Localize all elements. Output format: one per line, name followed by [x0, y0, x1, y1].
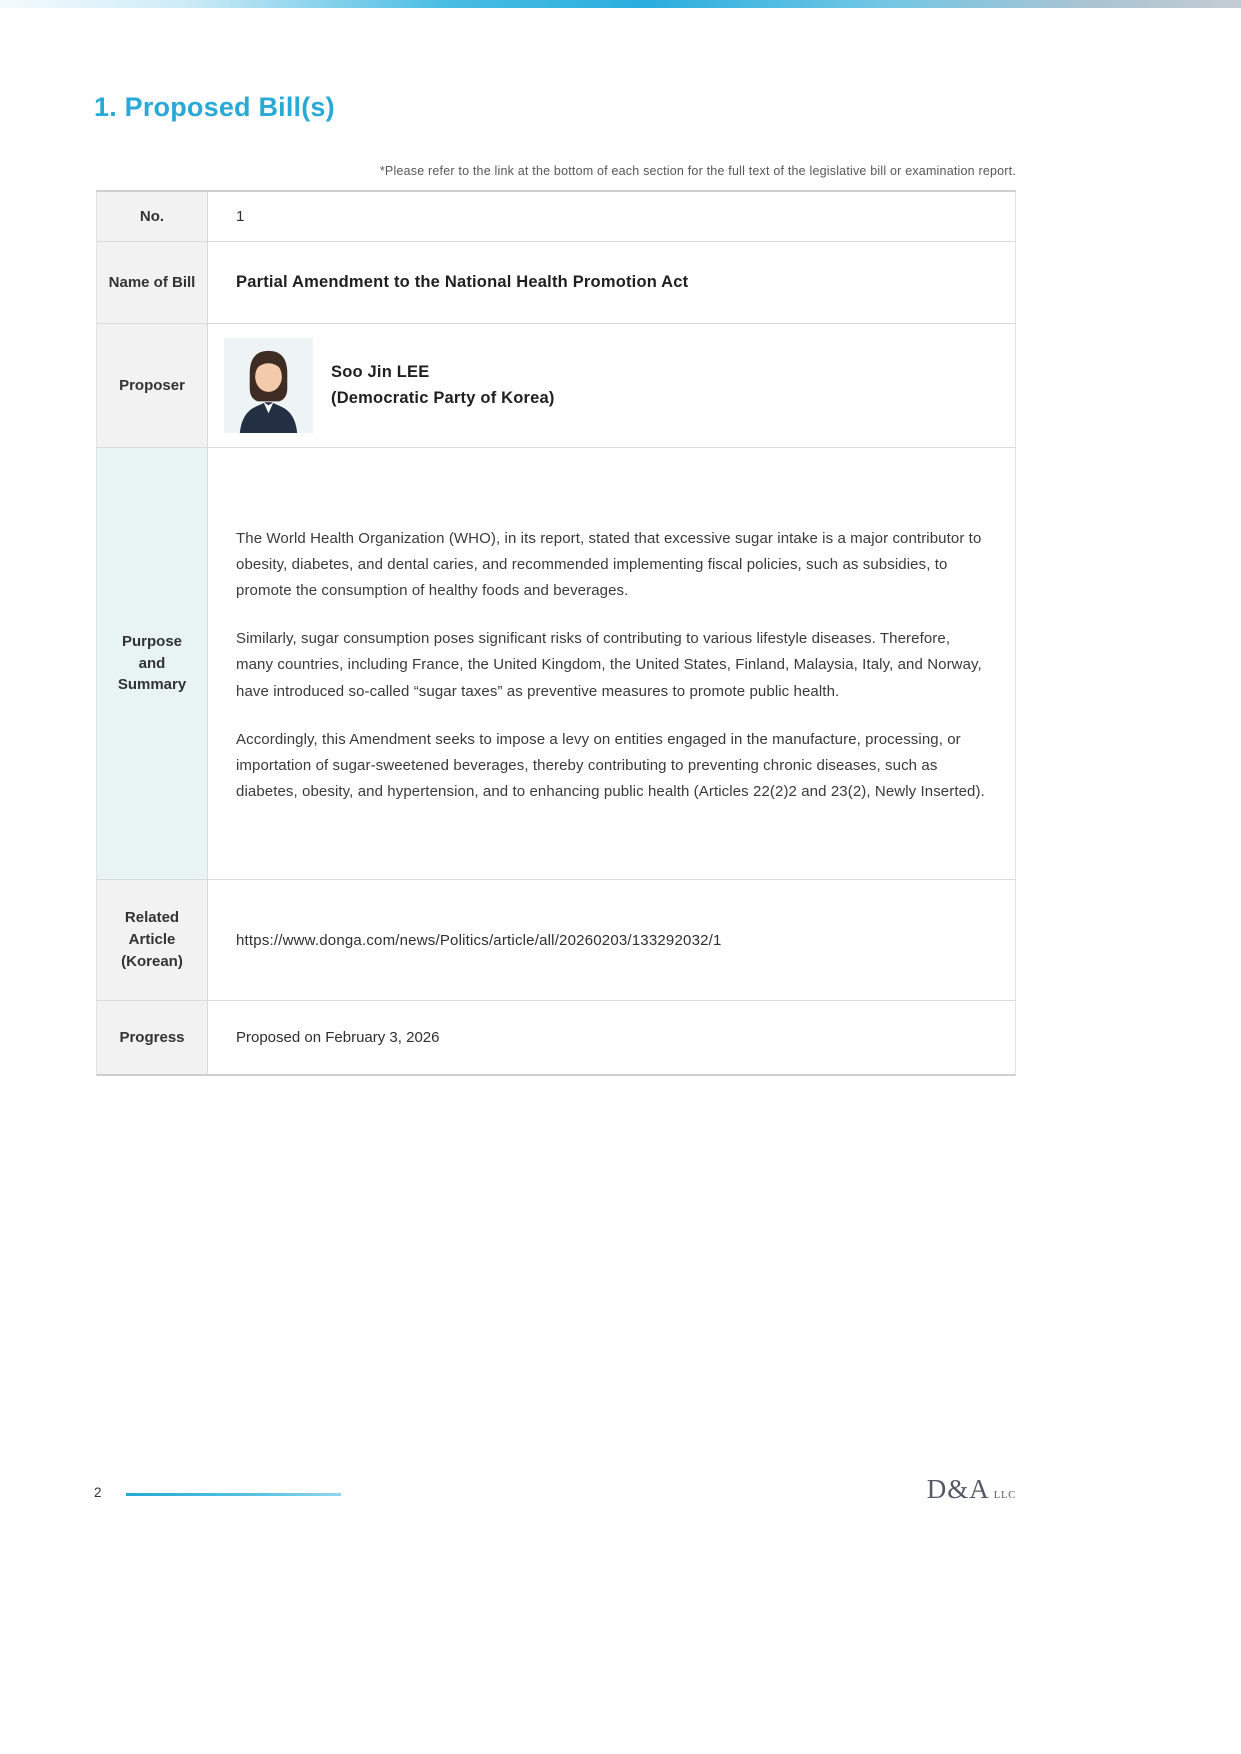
row-label-purpose-summary: Purpose and Summary — [97, 448, 208, 879]
company-logo-text: D&A — [926, 1474, 990, 1504]
table-row-purpose-summary — [97, 448, 1015, 880]
bill-name-value: Partial Amendment to the National Health Promotion Act — [236, 273, 689, 291]
page-number: 2 — [94, 1485, 102, 1500]
table-row-no — [97, 192, 1015, 242]
row-label-proposer: Proposer — [97, 324, 208, 447]
related-article-link[interactable]: https://www.donga.com/news/Politics/article/all/20260203/133292032/1 — [236, 931, 722, 949]
purpose-summary-value — [208, 448, 1015, 879]
row-label-name-of-bill: Name of Bill — [97, 242, 208, 323]
progress-value: Proposed on February 3, 2026 — [236, 1029, 440, 1046]
proposer-text-block — [331, 363, 555, 408]
bill-number-value: 1 — [236, 208, 245, 225]
proposer-value — [208, 324, 1015, 447]
row-label-related-article: Related Article (Korean) — [97, 880, 208, 1000]
table-row-proposer — [97, 324, 1015, 448]
company-logo — [927, 1474, 1016, 1505]
purpose-paragraph-2: Similarly, sugar consumption poses significant risks of contributing to various lifestyle diseases. Therefore, many countries, including France, the United Kingdom, the United States, Finland, Malaysia, Italy, and Norway, have introduced so-called “sugar taxes” as preventive measures to promote public health. — [236, 630, 982, 700]
table-row-related-article — [97, 880, 1015, 1001]
purpose-paragraph-3: Accordingly, this Amendment seeks to impose a levy on entities engaged in the manufacture, processing, or importation of sugar-sweetened beverages, thereby contributing to preventing chronic diseases, such as diabetes, obesity, and hypertension, and to enhancing public health (Articles 22(2)2 and 23(2), Newly Inserted). — [236, 730, 985, 800]
row-label-no: No. — [97, 192, 208, 241]
reference-note: *Please refer to the link at the bottom of each section for the full text of the legislative bill or examination report. — [379, 164, 1016, 178]
table-row-name-of-bill — [97, 242, 1015, 324]
page-top-accent-bar — [0, 0, 1241, 8]
row-label-progress: Progress — [97, 1001, 208, 1074]
purpose-paragraph-1: The World Health Organization (WHO), in its report, stated that excessive sugar intake is a major contributor to obesity, diabetes, and dental caries, and recommended implementing fiscal policies, such as subsidies, to promote the consumption of healthy foods and beverages. — [236, 530, 982, 600]
proposer-photo — [224, 338, 313, 433]
bill-table — [96, 190, 1016, 1076]
table-row-progress — [97, 1001, 1015, 1074]
proposer-name: Soo Jin LEE — [331, 363, 430, 381]
related-article-value — [208, 880, 1015, 1000]
proposer-party: (Democratic Party of Korea) — [331, 389, 555, 407]
company-logo-suffix: LLC — [993, 1490, 1016, 1501]
proposer-portrait-illustration — [224, 338, 313, 433]
section-heading: 1. Proposed Bill(s) — [94, 92, 335, 122]
footer-accent-line — [126, 1493, 341, 1496]
